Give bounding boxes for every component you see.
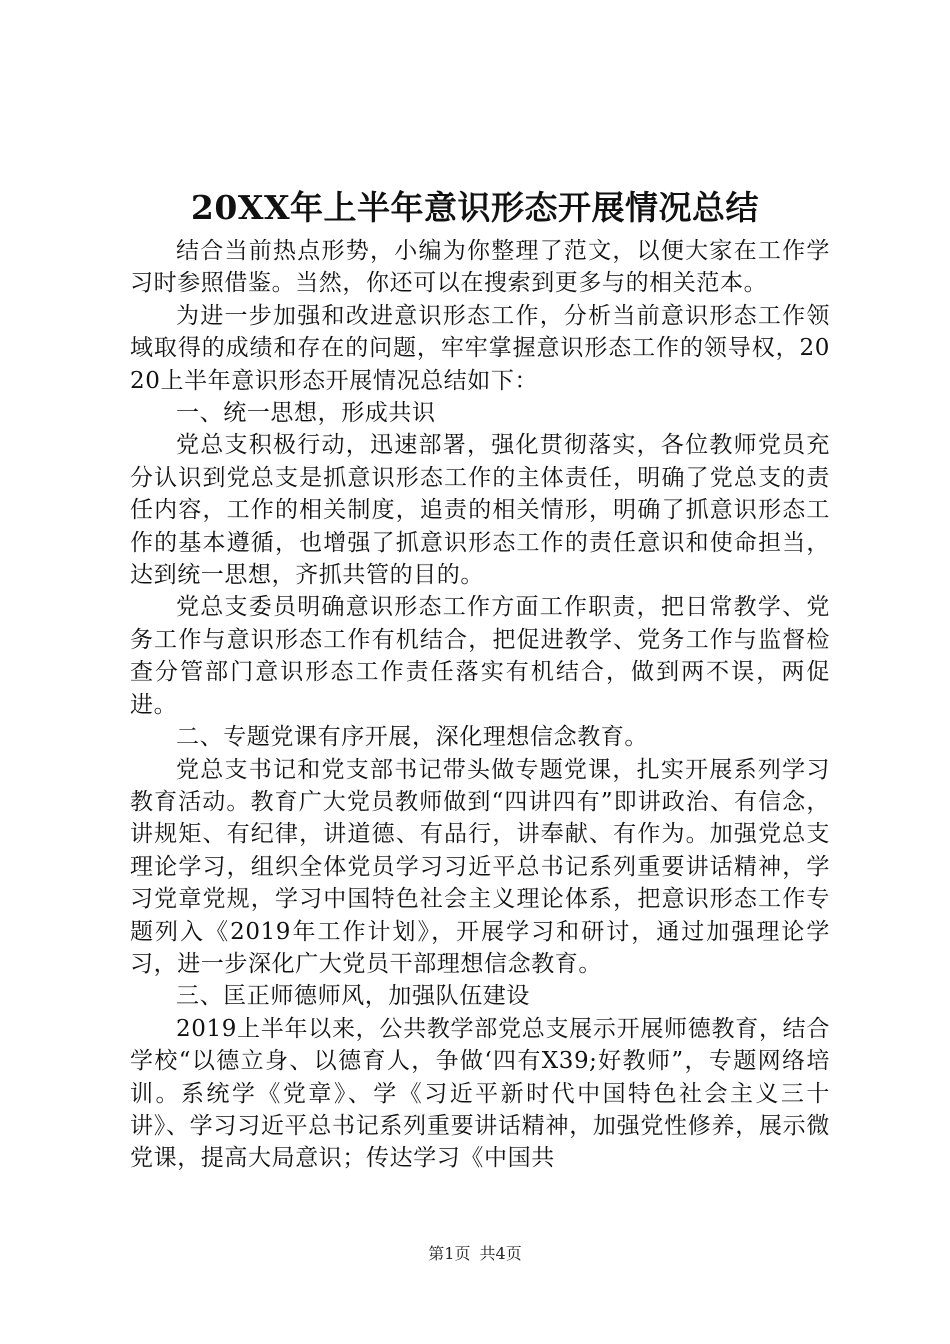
section-heading-3: 三、匡正师德师风，加强队伍建设 [176, 983, 530, 1010]
paragraph-intro: 结合当前热点形势，小编为你整理了范文，以便大家在工作学习时参照借鉴。当然，你还可以在搜索到更多与的相关范本。 [130, 238, 830, 297]
paragraph-section-2: 党总支书记和党支部书记带头做专题党课，扎实开展系列学习教育活动。教育广大党员教师做到“四讲四有”即讲政治、有信念，讲规矩、有纪律，讲道德、有品行，讲奉献、有作为。加强党总支理论学习，组织全体党员学习习近平总书记系列重要讲话精神，学习党章党规，学习中国特色社会主义理论体系，把意识形态工作专题列入《2019年工作计划》，开展学习和研讨，通过加强理论学习，进一步深化广大党员干部理想信念教育。 [130, 756, 830, 977]
paragraph-section-1-a: 党总支积极行动，迅速部署，强化贯彻落实，各位教师党员充分认识到党总支是抓意识形态工作的主体责任，明确了党总支的责任内容，工作的相关制度，追责的相关情形，明确了抓意识形态工作的基本遵循，也增强了抓意识形态工作的责任意识和使命担当，达到统一思想，齐抓共管的目的。 [130, 432, 830, 589]
paragraph-section-3: 2019上半年以来，公共教学部党总支展示开展师德教育，结合学校“以德立身、以德育人，争做‘四有X39;好教师”，专题网络培训。系统学《党章》、学《习近平新时代中国特色社会主义三十讲》、学习习近平总书记系列重要讲话精神，加强党性修养，展示微党课，提高大局意识；传达学习《中国共 [130, 1015, 830, 1172]
page-number: 第1页 [428, 1244, 471, 1263]
paragraph-section-1-b: 党总支委员明确意识形态工作方面工作职责，把日常教学、党务工作与意识形态工作有机结合，把促进教学、党务工作与监督检查分管部门意识形态工作责任落实有机结合，做到两不误，两促进。 [130, 594, 830, 718]
document-title: 20XX年上半年意识形态开展情况总结 [190, 188, 760, 227]
page-footer [0, 1243, 950, 1265]
section-heading-1: 一、统一思想，形成共识 [176, 400, 436, 427]
document-body [130, 235, 830, 1175]
paragraph-preface: 为进一步加强和改进意识形态工作，分析当前意识形态工作领域取得的成绩和存在的问题，牢牢掌握意识形态工作的领导权，2020上半年意识形态开展情况总结如下： [130, 302, 830, 394]
section-heading-2: 二、专题党课有序开展，深化理想信念教育。 [176, 724, 648, 751]
page-total: 共4页 [479, 1244, 522, 1263]
